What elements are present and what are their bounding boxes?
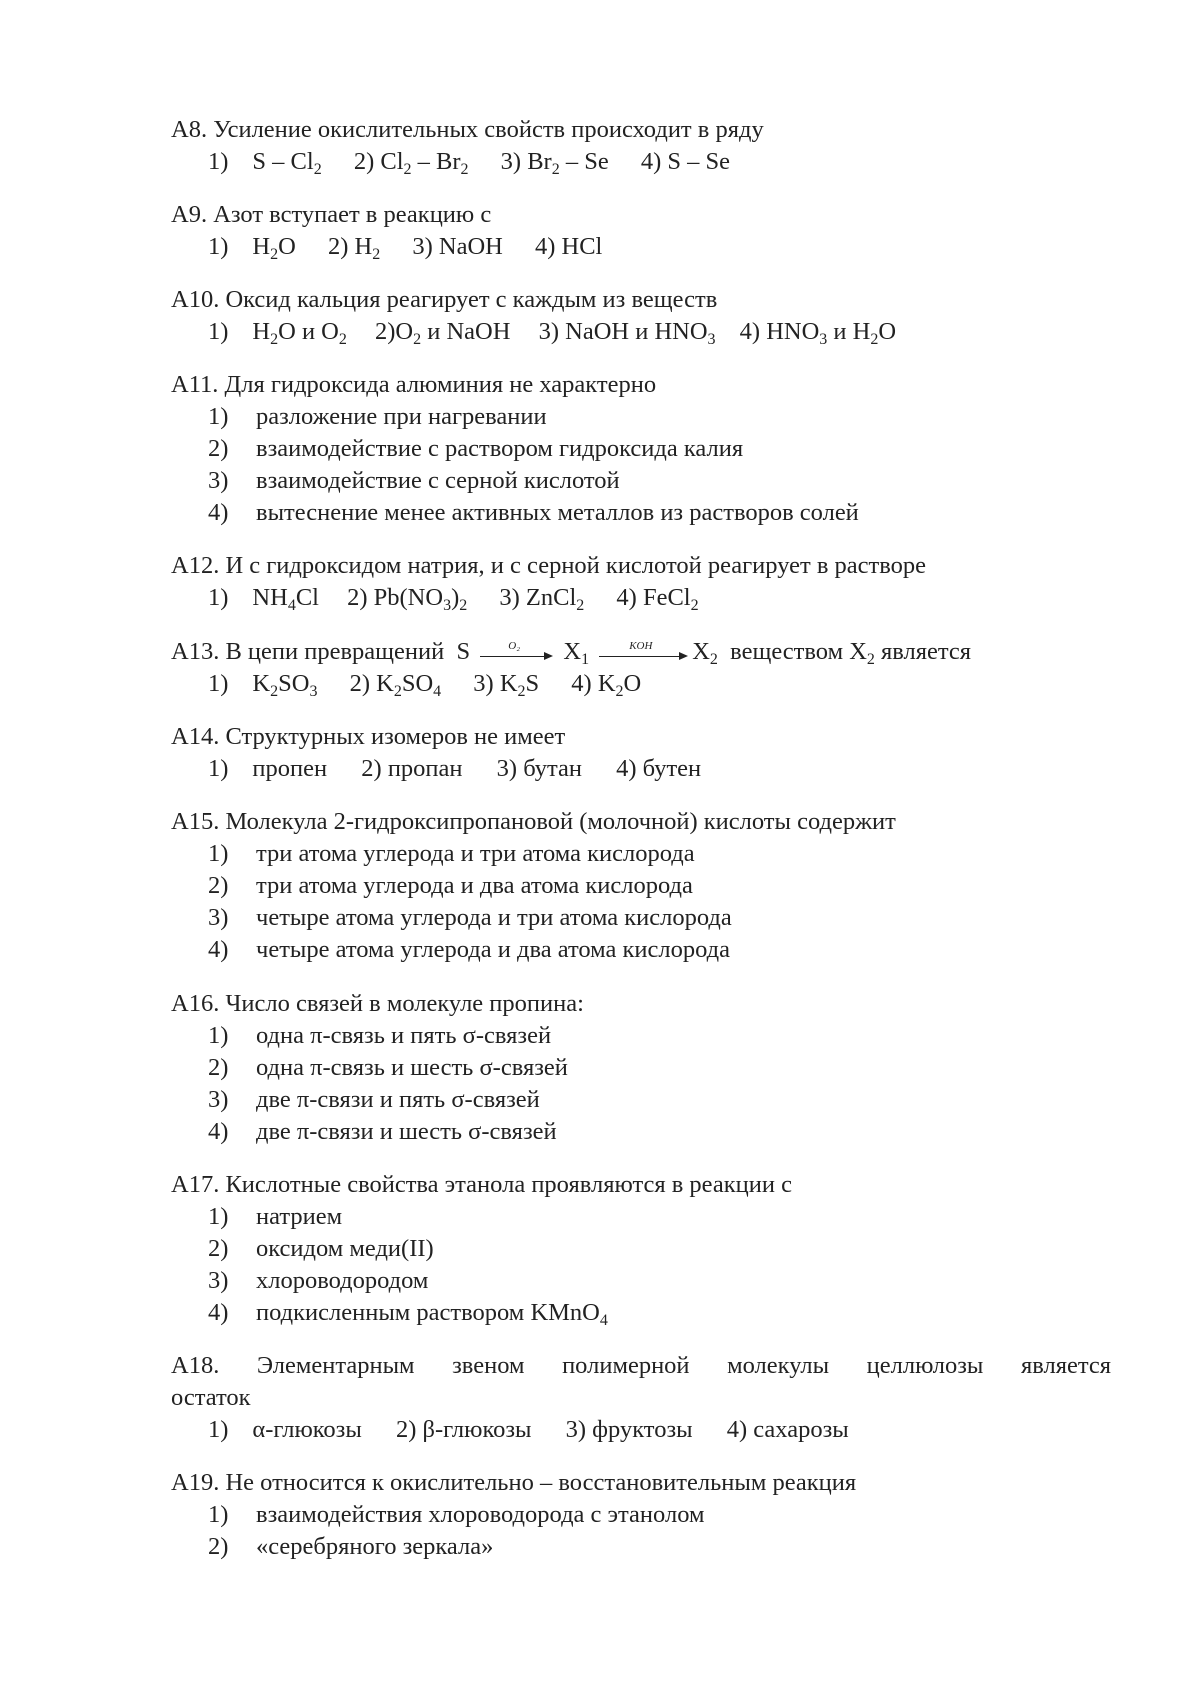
option-subscript: 3 <box>819 331 828 348</box>
question-a17 <box>171 1169 1111 1329</box>
question-a9 <box>171 199 1111 263</box>
option-text: K <box>376 670 394 697</box>
option-number: 3) <box>500 148 522 175</box>
question-a13 <box>171 636 1111 700</box>
option <box>171 1531 1111 1563</box>
option-subscript: 2 <box>413 331 422 348</box>
option-text: β-глюкозы <box>422 1416 532 1443</box>
option-text: S <box>525 670 540 697</box>
stem-subscript: 2 <box>866 651 875 668</box>
arrow-label: O₂ <box>508 640 521 653</box>
option-number: 3) <box>412 233 433 260</box>
option-subscript: 2 <box>460 161 469 178</box>
option-text: Br <box>527 148 552 175</box>
option-text: пропен <box>252 755 328 782</box>
question-a18 <box>171 1350 1111 1446</box>
inline-options <box>171 146 1111 178</box>
option-text: две π-связи и шесть σ-связей <box>256 1118 557 1145</box>
option-text: взаимодействие с серной кислотой <box>256 467 620 494</box>
option-number: 3) <box>208 1267 229 1294</box>
option-number: 3) <box>208 1086 229 1113</box>
option-number: 1) <box>208 1203 229 1230</box>
option-subscript: 2 <box>270 246 279 263</box>
chain-subscript: 2 <box>709 651 718 668</box>
option-number: 3) <box>538 318 559 345</box>
option-number: 4) <box>208 1299 229 1326</box>
option-number: 4) <box>616 755 637 782</box>
inline-options <box>171 1414 1111 1446</box>
option-text: ZnCl <box>525 584 577 611</box>
question-a15 <box>171 806 1111 966</box>
chain-intermediate: X <box>563 638 582 665</box>
inline-options <box>171 668 1111 700</box>
option <box>171 902 1111 934</box>
option-number: 4) <box>208 499 229 526</box>
option-text: O <box>278 233 296 260</box>
option-number: 1) <box>208 1022 229 1049</box>
option-text: H <box>252 233 271 260</box>
option-number: 1) <box>208 670 229 697</box>
option-text: H <box>354 233 373 260</box>
option-text: NaOH <box>438 233 503 260</box>
option <box>171 934 1111 966</box>
option-number: 4) <box>739 318 761 345</box>
option-text: K <box>597 670 616 697</box>
question-stem-continuation: остаток <box>171 1384 251 1411</box>
arrow-icon <box>599 651 688 661</box>
arrow-icon <box>480 651 553 661</box>
option-text: ) <box>451 584 460 611</box>
option-subscript: 2 <box>338 331 347 348</box>
option-number: 4) <box>640 148 662 175</box>
option-subscript: 4 <box>599 1312 608 1329</box>
option-number: 1) <box>208 403 229 430</box>
option-subscript: 3 <box>309 683 318 700</box>
option-number: 2) <box>208 872 229 899</box>
option-text: Cl <box>295 584 319 611</box>
option-text: SO <box>401 670 434 697</box>
question-stem <box>171 636 1111 668</box>
option-number: 1) <box>208 148 229 175</box>
option <box>171 1201 1111 1233</box>
option-text: пропан <box>387 755 463 782</box>
option-text: K <box>252 670 271 697</box>
option-number: 3) <box>208 467 229 494</box>
option-text: Pb(NO <box>373 584 444 611</box>
option-number: 2) <box>208 1054 229 1081</box>
option <box>171 1084 1111 1116</box>
option-subscript: 2 <box>270 331 279 348</box>
option-text: – Br <box>411 148 461 175</box>
option-number: 1) <box>208 1501 229 1528</box>
inline-options <box>171 753 1111 785</box>
option-text: четыре атома углерода и три атома кислорода <box>256 904 732 931</box>
question-stem: А14. Структурных изомеров не имеет <box>171 723 566 750</box>
option-subscript: 2 <box>372 246 381 263</box>
option-subscript: 2 <box>551 161 560 178</box>
option-text: взаимодействие с раствором гидроксида калия <box>256 435 744 462</box>
option-number: 2) <box>347 584 368 611</box>
option-number: 3) <box>496 755 518 782</box>
option-text: две π-связи и пять σ-связей <box>256 1086 540 1113</box>
option-text: S – Cl <box>252 148 314 175</box>
option-text: H <box>252 318 271 345</box>
option-subscript: 2 <box>517 683 526 700</box>
question-stem: А11. Для гидроксида алюминия не характерно <box>171 371 657 398</box>
option-subscript: 2 <box>690 597 699 614</box>
option-text: FeCl <box>642 584 691 611</box>
option-text: разложение при нагревании <box>256 403 547 430</box>
question-stem: А18. Элементарным звеном полимерной молекулы целлюлозы является <box>171 1352 1111 1379</box>
option-number: 4) <box>534 233 556 260</box>
option-number: 2) <box>349 670 370 697</box>
option-text: три атома углерода и три атома кислорода <box>256 840 695 867</box>
option-subscript: 2 <box>270 683 279 700</box>
option-subscript: 2 <box>393 683 402 700</box>
option-subscript: 2 <box>313 161 322 178</box>
option-subscript: 2 <box>615 683 624 700</box>
question-a8 <box>171 114 1111 178</box>
option-text: HNO <box>766 318 820 345</box>
question-stem: А8. Усиление окислительных свойств происходит в ряду <box>171 116 764 143</box>
question-stem: А19. Не относится к окислительно – восстановительным реакция <box>171 1469 857 1496</box>
option-subscript: 2 <box>576 597 585 614</box>
option-text: хлороводородом <box>256 1267 429 1294</box>
question-stem: А10. Оксид кальция реагирует с каждым из веществ <box>171 286 718 313</box>
option-text: и H <box>827 318 871 345</box>
option-number: 2) <box>208 435 229 462</box>
option-number: 2) <box>361 755 382 782</box>
option-text: HCl <box>561 233 603 260</box>
chain-subscript: 1 <box>581 651 590 668</box>
option-number: 2) <box>395 1416 417 1443</box>
option-number: 2) <box>327 233 349 260</box>
option <box>171 1265 1111 1297</box>
option-number: 4) <box>616 584 637 611</box>
stem-text: веществом X <box>717 638 867 665</box>
option-text: S – Se <box>667 148 731 175</box>
question-a12 <box>171 550 1111 614</box>
option-text: одна π-связь и пять σ-связей <box>256 1022 552 1049</box>
stem-text: является <box>874 638 972 665</box>
option-text: Cl <box>380 148 404 175</box>
option-number: 4) <box>208 936 229 963</box>
option <box>171 838 1111 870</box>
option-number: 1) <box>208 318 229 345</box>
inline-options <box>171 316 1111 348</box>
option-number: 1) <box>208 1416 229 1443</box>
option-number: 1) <box>208 755 229 782</box>
option-subscript: 4 <box>433 683 442 700</box>
option-text: взаимодействия хлороводорода с этанолом <box>256 1501 705 1528</box>
question-a10 <box>171 284 1111 348</box>
option-text: «серебряного зеркала» <box>256 1533 494 1560</box>
inline-options <box>171 231 1111 263</box>
option-text: O <box>395 318 414 345</box>
option-number: 1) <box>208 584 229 611</box>
option-text: SO <box>278 670 310 697</box>
option-number: 4) <box>571 670 592 697</box>
option <box>171 1233 1111 1265</box>
option-text: натрием <box>256 1203 343 1230</box>
option <box>171 433 1111 465</box>
option-subscript: 2 <box>403 161 412 178</box>
option-number: 3) <box>473 670 494 697</box>
stem-text: А13. В цепи превращений S <box>171 638 471 665</box>
option-text: α-глюкозы <box>252 1416 362 1443</box>
option <box>171 1499 1111 1531</box>
option-subscript: 2 <box>459 597 468 614</box>
option-text: вытеснение менее активных металлов из растворов солей <box>256 499 859 526</box>
option <box>171 465 1111 497</box>
option-text: три атома углерода и два атома кислорода <box>256 872 693 899</box>
option-text: подкисленным раствором KMnO <box>256 1299 600 1326</box>
option-subscript: 3 <box>707 331 716 348</box>
option-subscript: 4 <box>287 597 296 614</box>
option-number: 2) <box>208 1533 229 1560</box>
option-number: 1) <box>208 233 229 260</box>
option-number: 4) <box>208 1118 229 1145</box>
option-number: 2) <box>353 148 375 175</box>
option-number: 3) <box>565 1416 587 1443</box>
option-text: и NaOH <box>421 318 511 345</box>
option-text: четыре атома углерода и два атома кислорода <box>256 936 730 963</box>
option-text: K <box>499 670 518 697</box>
question-stem: А15. Молекула 2-гидроксипропановой (молочной) кислоты содержит <box>171 808 896 835</box>
reaction-arrow-2 <box>599 641 688 661</box>
option-text: фруктозы <box>592 1416 693 1443</box>
option <box>171 1116 1111 1148</box>
option-number: 1) <box>208 840 229 867</box>
question-stem: А16. Число связей в молекуле пропина: <box>171 990 584 1017</box>
option-text: NH <box>252 584 288 611</box>
option-text: бутен <box>642 755 702 782</box>
option <box>171 401 1111 433</box>
option <box>171 1297 1111 1329</box>
question-a19 <box>171 1467 1111 1563</box>
option-text: O <box>878 318 897 345</box>
option <box>171 497 1111 529</box>
option-number: 3) <box>499 584 520 611</box>
option <box>171 1052 1111 1084</box>
question-stem: А12. И с гидроксидом натрия, и с серной кислотой реагирует в растворе <box>171 552 927 579</box>
option-number: 2) <box>375 318 396 345</box>
question-stem: А17. Кислотные свойства этанола проявляются в реакции с <box>171 1171 792 1198</box>
option-text: одна π-связь и шесть σ-связей <box>256 1054 568 1081</box>
arrow-label: KOH <box>629 640 653 653</box>
option-subscript: 3 <box>443 597 452 614</box>
option-text: бутан <box>523 755 582 782</box>
inline-options <box>171 582 1111 614</box>
option-text: – Se <box>559 148 609 175</box>
option <box>171 1020 1111 1052</box>
option-text: оксидом меди(II) <box>256 1235 434 1262</box>
option-subscript: 2 <box>870 331 879 348</box>
reaction-arrow-1 <box>480 641 553 661</box>
question-a14 <box>171 721 1111 785</box>
option <box>171 870 1111 902</box>
option-number: 2) <box>208 1235 229 1262</box>
option-text: NaOH и HNO <box>565 318 708 345</box>
question-a11 <box>171 369 1111 529</box>
option-text: O и O <box>278 318 339 345</box>
question-stem: А9. Азот вступает в реакцию с <box>171 201 492 228</box>
option-number: 3) <box>208 904 229 931</box>
question-a16 <box>171 988 1111 1148</box>
chain-product: X <box>692 638 710 665</box>
option-text: сахарозы <box>753 1416 849 1443</box>
option-number: 4) <box>726 1416 748 1443</box>
option-text: O <box>623 670 642 697</box>
